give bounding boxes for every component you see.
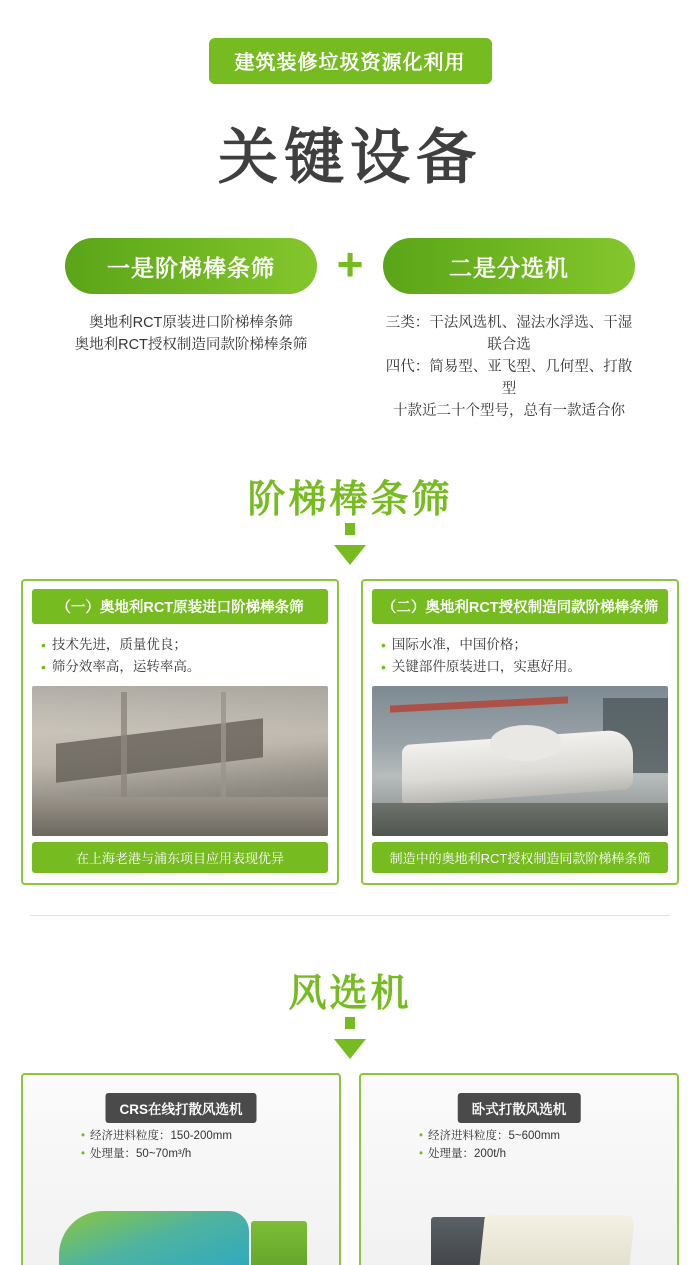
bullet-item (381, 656, 661, 678)
spec-dot-icon: • (81, 1148, 86, 1160)
banner-left-desc-line2: 奥地利RCT授权制造同款阶梯棒条筛 (74, 337, 308, 353)
plus-icon: + (336, 238, 364, 290)
header-pill-wrap (0, 0, 700, 84)
spec-dot-icon: • (81, 1130, 86, 1142)
spec-item (81, 1145, 281, 1163)
banner-right-desc-line2: 四代：简易型、亚飞型、几何型、打散型 (385, 359, 633, 397)
bullet-text: 技术先进，质量优良； (51, 637, 187, 652)
page-title: 关键设备 (218, 124, 482, 191)
screen-card-1-photo (32, 686, 328, 836)
screen-card-1-bullets (23, 624, 337, 686)
screen-card-1-caption: 在上海老港与浦东项目应用表现优异 (32, 842, 328, 873)
spec-item (419, 1145, 619, 1163)
screen-card-2-caption: 制造中的奥地利RCT授权制造同款阶梯棒条筛 (372, 842, 668, 873)
screen-card-2-photo (372, 686, 668, 836)
bullet-text: 关键部件原装进口，实惠好用。 (391, 659, 581, 674)
wind-card-1-tag: CRS在线打散风选机 (105, 1093, 256, 1123)
banner-right-desc-line1: 三类：干法风选机、湿法水浮选、干湿联合选 (385, 315, 633, 353)
bullet-text: 国际水准，中国价格； (391, 637, 527, 652)
banner-row (0, 238, 700, 294)
banner-left-desc-line1: 奥地利RCT原装进口阶梯棒条筛 (89, 315, 293, 331)
spec-text: 处理量：200t/h (428, 1148, 507, 1160)
wind-card-1 (21, 1073, 341, 1265)
screen-card-2 (361, 579, 679, 885)
wind-card-2 (359, 1073, 679, 1265)
spec-item (81, 1127, 281, 1145)
screen-cards-row (0, 579, 700, 885)
banner-left-desc (65, 312, 317, 422)
bullet-text: 筛分效率高，运转率高。 (51, 659, 201, 674)
banner-left: 一是阶梯棒条筛 (65, 238, 317, 294)
section-divider (30, 915, 670, 916)
wind-card-2-specs (419, 1127, 619, 1163)
bullet-dot-icon: • (41, 659, 46, 675)
banner-right: 二是分选机 (383, 238, 635, 294)
bullet-dot-icon: • (41, 637, 46, 653)
banner-right-desc-line3: 十款近二十个型号，总有一款适合你 (393, 403, 625, 419)
bullet-item (41, 634, 321, 656)
bullet-dot-icon: • (381, 637, 386, 653)
screen-card-1 (21, 579, 339, 885)
spec-dot-icon: • (419, 1130, 424, 1142)
screen-card-1-head: （一）奥地利RCT原装进口阶梯棒条筛 (32, 589, 328, 624)
screen-section-arrow (0, 523, 700, 565)
wind-card-1-specs (81, 1127, 281, 1163)
screen-section-title: 阶梯棒条筛 (247, 479, 453, 521)
wind-card-2-tag: 卧式打散风选机 (458, 1093, 581, 1123)
spec-text: 处理量：50~70m³/h (90, 1148, 192, 1160)
wind-section-title: 风选机 (288, 973, 412, 1015)
screen-card-2-head: （二）奥地利RCT授权制造同款阶梯棒条筛 (372, 589, 668, 624)
banner-right-desc (383, 312, 635, 422)
bullet-item (381, 634, 661, 656)
spec-text: 经济进料粒度：5~600mm (428, 1130, 560, 1142)
screen-card-2-bullets (363, 624, 677, 686)
spec-text: 经济进料粒度：150-200mm (90, 1130, 232, 1142)
wind-section-arrow (0, 1017, 700, 1059)
wind-cards-row (0, 1073, 700, 1265)
bullet-item (41, 656, 321, 678)
spec-dot-icon: • (419, 1148, 424, 1160)
header-pill: 建筑装修垃圾资源化利用 (209, 38, 492, 84)
spec-item (419, 1127, 619, 1145)
banner-desc-row (0, 312, 700, 422)
bullet-dot-icon: • (381, 659, 386, 675)
